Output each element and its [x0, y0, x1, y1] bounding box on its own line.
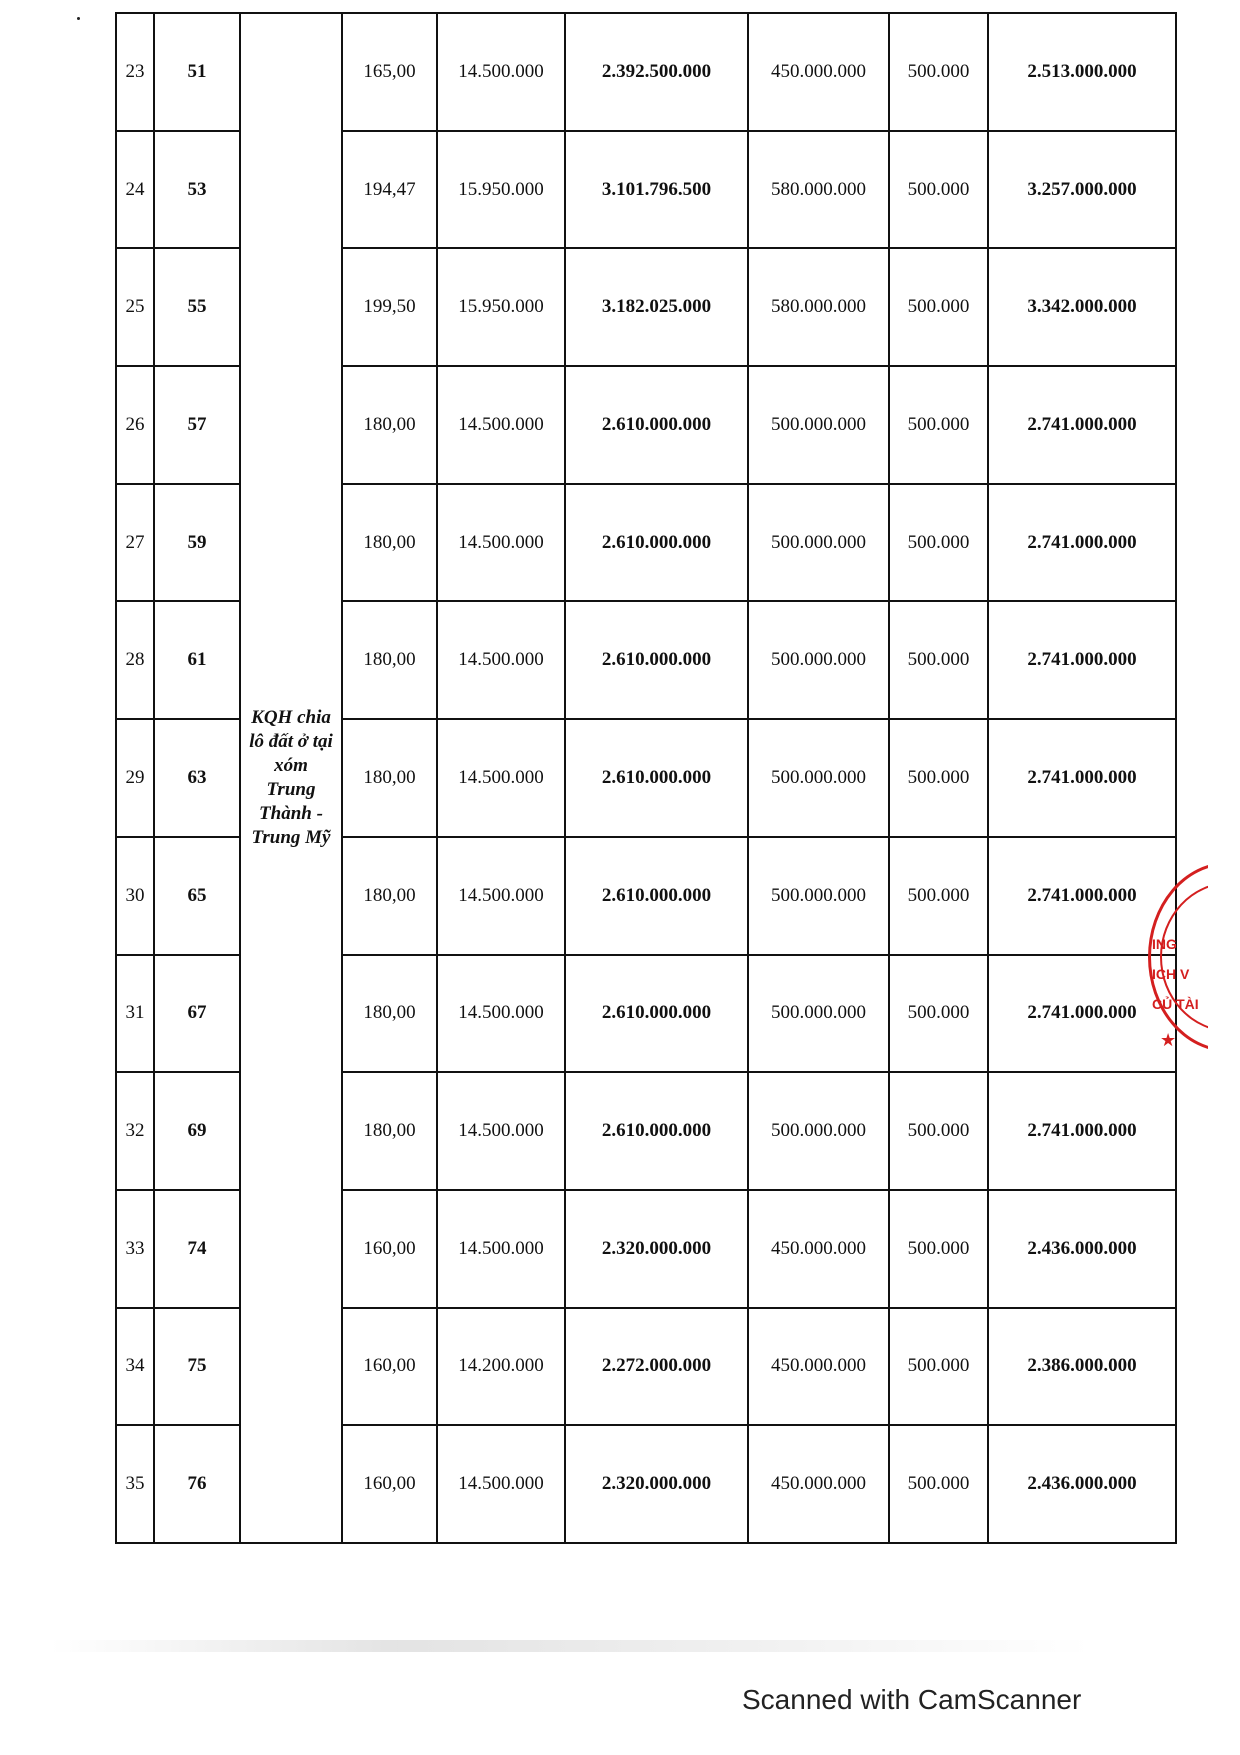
- project-name-line: lô đất ở tại: [249, 730, 333, 752]
- row-number: 29: [116, 719, 154, 837]
- area-cell: 180,00: [342, 601, 437, 719]
- table-body: [116, 13, 1176, 1543]
- unit-price-cell: 15.950.000: [437, 248, 565, 366]
- total-value-cell: 2.610.000.000: [565, 601, 748, 719]
- unit-price-cell: 14.500.000: [437, 955, 565, 1073]
- fee-cell: 500.000: [889, 1425, 988, 1543]
- final-price-cell: 2.436.000.000: [988, 1190, 1176, 1308]
- deposit-cell: 500.000.000: [748, 484, 889, 602]
- fee-cell: 500.000: [889, 837, 988, 955]
- row-number: 23: [116, 13, 154, 131]
- final-price-cell: 3.257.000.000: [988, 131, 1176, 249]
- deposit-cell: 580.000.000: [748, 131, 889, 249]
- final-price-cell: 2.741.000.000: [988, 1072, 1176, 1190]
- project-name-line: Trung: [266, 778, 316, 800]
- fee-cell: 500.000: [889, 248, 988, 366]
- deposit-cell: 450.000.000: [748, 13, 889, 131]
- area-cell: 165,00: [342, 13, 437, 131]
- row-number: 34: [116, 1308, 154, 1426]
- row-number: 31: [116, 955, 154, 1073]
- unit-price-cell: 14.500.000: [437, 484, 565, 602]
- deposit-cell: 500.000.000: [748, 955, 889, 1073]
- total-value-cell: 2.610.000.000: [565, 484, 748, 602]
- area-cell: 180,00: [342, 719, 437, 837]
- scanner-watermark: Scanned with CamScanner: [742, 1684, 1082, 1715]
- total-value-cell: 2.320.000.000: [565, 1425, 748, 1543]
- area-cell: 180,00: [342, 1072, 437, 1190]
- stamp-text: CỦ TÀI: [1152, 996, 1199, 1012]
- total-value-cell: 2.272.000.000: [565, 1308, 748, 1426]
- lot-number: 75: [154, 1308, 240, 1426]
- total-value-cell: 2.610.000.000: [565, 1072, 748, 1190]
- project-name-line: KQH chia: [251, 706, 331, 728]
- total-value-cell: 2.610.000.000: [565, 837, 748, 955]
- unit-price-cell: 14.500.000: [437, 1190, 565, 1308]
- deposit-cell: 500.000.000: [748, 1072, 889, 1190]
- fee-cell: 500.000: [889, 1072, 988, 1190]
- unit-price-cell: 14.500.000: [437, 366, 565, 484]
- area-cell: 194,47: [342, 131, 437, 249]
- lot-number: 57: [154, 366, 240, 484]
- lot-number: 63: [154, 719, 240, 837]
- total-value-cell: 2.610.000.000: [565, 719, 748, 837]
- row-number: 28: [116, 601, 154, 719]
- lot-number: 51: [154, 13, 240, 131]
- row-number: 32: [116, 1072, 154, 1190]
- deposit-cell: 500.000.000: [748, 366, 889, 484]
- row-number: 24: [116, 131, 154, 249]
- lot-number: 53: [154, 131, 240, 249]
- total-value-cell: 3.101.796.500: [565, 131, 748, 249]
- fee-cell: 500.000: [889, 601, 988, 719]
- fee-cell: 500.000: [889, 719, 988, 837]
- project-name-line: Thành -: [259, 802, 323, 824]
- area-cell: 160,00: [342, 1425, 437, 1543]
- project-name-line: Trung Mỹ: [251, 826, 331, 848]
- stamp-text: ING: [1152, 936, 1177, 952]
- scan-speck: [77, 17, 80, 20]
- unit-price-cell: 14.500.000: [437, 837, 565, 955]
- lot-number: 55: [154, 248, 240, 366]
- area-cell: 160,00: [342, 1190, 437, 1308]
- fee-cell: 500.000: [889, 366, 988, 484]
- final-price-cell: 2.741.000.000: [988, 837, 1176, 955]
- total-value-cell: 2.610.000.000: [565, 366, 748, 484]
- unit-price-cell: 14.500.000: [437, 719, 565, 837]
- land-lot-table: [115, 12, 1177, 1544]
- final-price-cell: 2.386.000.000: [988, 1308, 1176, 1426]
- deposit-cell: 500.000.000: [748, 601, 889, 719]
- area-cell: 160,00: [342, 1308, 437, 1426]
- area-cell: 180,00: [342, 366, 437, 484]
- star-icon: ★: [1160, 1030, 1177, 1050]
- fee-cell: 500.000: [889, 484, 988, 602]
- row-number: 25: [116, 248, 154, 366]
- deposit-cell: 450.000.000: [748, 1308, 889, 1426]
- project-name-cell: [240, 13, 342, 1543]
- fee-cell: 500.000: [889, 955, 988, 1073]
- lot-number: 61: [154, 601, 240, 719]
- final-price-cell: 2.513.000.000: [988, 13, 1176, 131]
- area-cell: 180,00: [342, 955, 437, 1073]
- deposit-cell: 500.000.000: [748, 837, 889, 955]
- unit-price-cell: 14.500.000: [437, 1072, 565, 1190]
- row-number: 30: [116, 837, 154, 955]
- stamp-text: ICH V: [1152, 966, 1190, 982]
- lot-number: 59: [154, 484, 240, 602]
- scan-shadow: [50, 1640, 1090, 1652]
- total-value-cell: 3.182.025.000: [565, 248, 748, 366]
- total-value-cell: 2.392.500.000: [565, 13, 748, 131]
- area-cell: 199,50: [342, 248, 437, 366]
- unit-price-cell: 14.200.000: [437, 1308, 565, 1426]
- lot-number: 67: [154, 955, 240, 1073]
- unit-price-cell: 14.500.000: [437, 601, 565, 719]
- total-value-cell: 2.320.000.000: [565, 1190, 748, 1308]
- deposit-cell: 580.000.000: [748, 248, 889, 366]
- lot-number: 76: [154, 1425, 240, 1543]
- final-price-cell: 2.741.000.000: [988, 366, 1176, 484]
- unit-price-cell: 14.500.000: [437, 1425, 565, 1543]
- row-number: 35: [116, 1425, 154, 1543]
- row-number: 27: [116, 484, 154, 602]
- final-price-cell: 2.436.000.000: [988, 1425, 1176, 1543]
- unit-price-cell: 14.500.000: [437, 13, 565, 131]
- deposit-cell: 450.000.000: [748, 1425, 889, 1543]
- table-row: [116, 13, 1176, 131]
- fee-cell: 500.000: [889, 1190, 988, 1308]
- final-price-cell: 2.741.000.000: [988, 601, 1176, 719]
- lot-number: 74: [154, 1190, 240, 1308]
- final-price-cell: 3.342.000.000: [988, 248, 1176, 366]
- deposit-cell: 450.000.000: [748, 1190, 889, 1308]
- final-price-cell: 2.741.000.000: [988, 955, 1176, 1073]
- fee-cell: 500.000: [889, 13, 988, 131]
- row-number: 26: [116, 366, 154, 484]
- area-cell: 180,00: [342, 484, 437, 602]
- deposit-cell: 500.000.000: [748, 719, 889, 837]
- lot-number: 65: [154, 837, 240, 955]
- red-seal-stamp: [1148, 862, 1208, 1074]
- row-number: 33: [116, 1190, 154, 1308]
- fee-cell: 500.000: [889, 1308, 988, 1426]
- fee-cell: 500.000: [889, 131, 988, 249]
- final-price-cell: 2.741.000.000: [988, 484, 1176, 602]
- unit-price-cell: 15.950.000: [437, 131, 565, 249]
- project-name-line: xóm: [274, 754, 308, 776]
- lot-number: 69: [154, 1072, 240, 1190]
- total-value-cell: 2.610.000.000: [565, 955, 748, 1073]
- area-cell: 180,00: [342, 837, 437, 955]
- final-price-cell: 2.741.000.000: [988, 719, 1176, 837]
